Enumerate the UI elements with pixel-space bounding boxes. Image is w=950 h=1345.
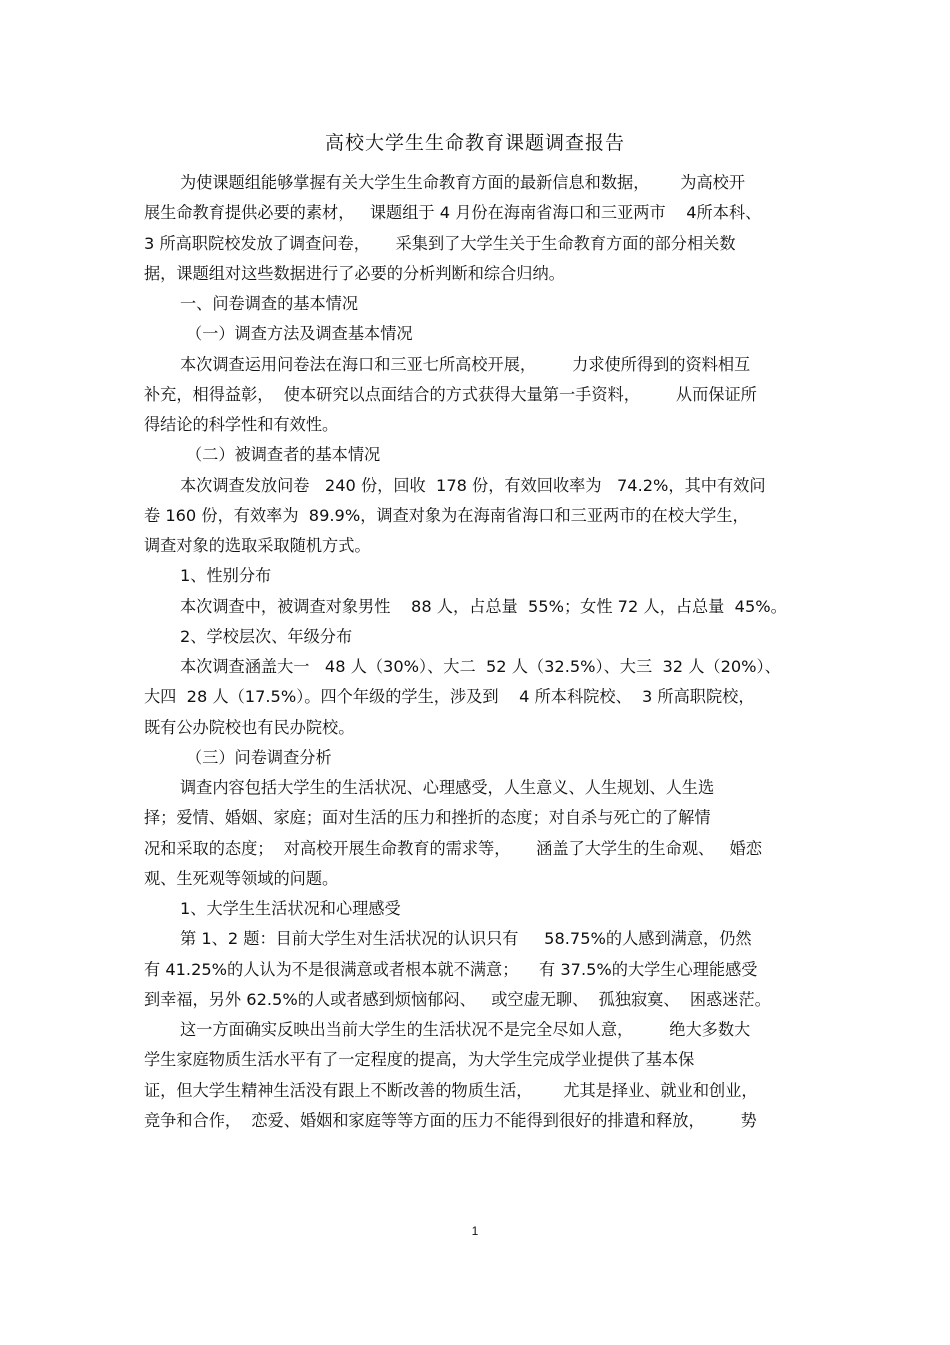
body-text-line: 这一方面确实反映出当前大学生的生活状况不是完全尽如人意， 绝大多数大 [180, 1020, 751, 1039]
body-text-line: 竞争和合作， 恋爱、婚姻和家庭等等方面的压力不能得到很好的排遣和释放， 势 [144, 1110, 757, 1130]
body-text-line: 本次调查涵盖大一 48 人（30%）、大二 52 人（32.5%）、大三 32 人（20%）、 [180, 657, 781, 676]
body-text-line: 到幸福，另外 62.5%的人或者感到烦恼郁闷、 或空虚无聊、 孤独寂寞、 困惑迷茫。 [144, 989, 771, 1009]
page-number: 1 [471, 1224, 479, 1238]
body-text-line: 3 所高职院校发放了调查问卷， 采集到了大学生关于生命教育方面的部分相关数 [144, 233, 736, 253]
body-text-line: 本次调查发放问卷 240 份，回收 178 份，有效回收率为 74.2%，其中有效问 [180, 475, 766, 495]
body-text-line: 得结论的科学性和有效性。 [144, 415, 339, 434]
body-text-line: 择；爱情、婚姻、家庭；面对生活的压力和挫折的态度；对自杀与死亡的了解情 [144, 808, 711, 828]
body-text-line: 补充，相得益彰， 使本研究以点面结合的方式获得大量第一手资料， 从而保证所 [144, 384, 757, 404]
body-text-line: 学生家庭物质生活水平有了一定程度的提高，为大学生完成学业提供了基本保 [144, 1050, 695, 1070]
body-text-line: 况和采取的态度； 对高校开展生命教育的需求等， 涵盖了大学生的生命观、 婚恋 [144, 838, 763, 858]
body-text-line: 卷 160 份，有效率为 89.9%，调查对象为在海南省海口和三亚两市的在校大学生， [144, 505, 749, 525]
body-text-line: 证，但大学生精神生活没有跟上不断改善的物质生活， 尤其是择业、就业和创业， [144, 1080, 758, 1100]
body-text-line: 一、问卷调查的基本情况 [180, 294, 359, 313]
body-text-line: 1、大学生生活状况和心理感受 [180, 899, 401, 918]
body-text-line: 调查对象的选取采取随机方式。 [144, 536, 371, 555]
body-text-line: 2、学校层次、年级分布 [180, 626, 353, 646]
body-text-line: 既有公办院校也有民办院校。 [144, 717, 355, 737]
body-text-line: 调查内容包括大学生的生活状况、心理感受，人生意义、人生规划、人生选 [180, 778, 715, 797]
body-text-line: （二）被调查者的基本情况 [186, 445, 381, 465]
document-body [144, 168, 814, 1136]
body-text-line: 展生命教育提供必要的素材， 课题组于 4 月份在海南省海口和三亚两市 4所本科、 [144, 203, 762, 223]
body-text-line: 据，课题组对这些数据进行了必要的分析判断和综合归纳。 [144, 263, 565, 283]
body-text-line: （一）调查方法及调查基本情况 [186, 324, 413, 344]
body-text-line: 有 41.25%的人认为不是很满意或者根本就不满意； 有 37.5%的大学生心理能感受 [144, 959, 758, 979]
body-text-line: （三）问卷调查分析 [186, 747, 332, 767]
document-title: 高校大学生生命教育课题调查报告 [324, 132, 625, 154]
body-text-line: 本次调查中，被调查对象男性 88 人，占总量 55%；女性 72 人，占总量 45%。 [180, 596, 787, 616]
body-text-line: 1、性别分布 [180, 566, 272, 586]
body-text-line: 为使课题组能够掌握有关大学生生命教育方面的最新信息和数据， 为高校开 [180, 173, 746, 192]
body-text-line: 大四 28 人（17.5%）。四个年级的学生，涉及到 4 所本科院校、 3 所高职院校， [144, 687, 755, 707]
body-text-line: 本次调查运用问卷法在海口和三亚七所高校开展， 力求使所得到的资料相互 [180, 354, 751, 374]
body-text-line: 观、生死观等领域的问题。 [144, 868, 339, 888]
body-text-line: 第 1、2 题：目前大学生对生活状况的认识只有 58.75%的人感到满意，仍然 [180, 929, 752, 949]
